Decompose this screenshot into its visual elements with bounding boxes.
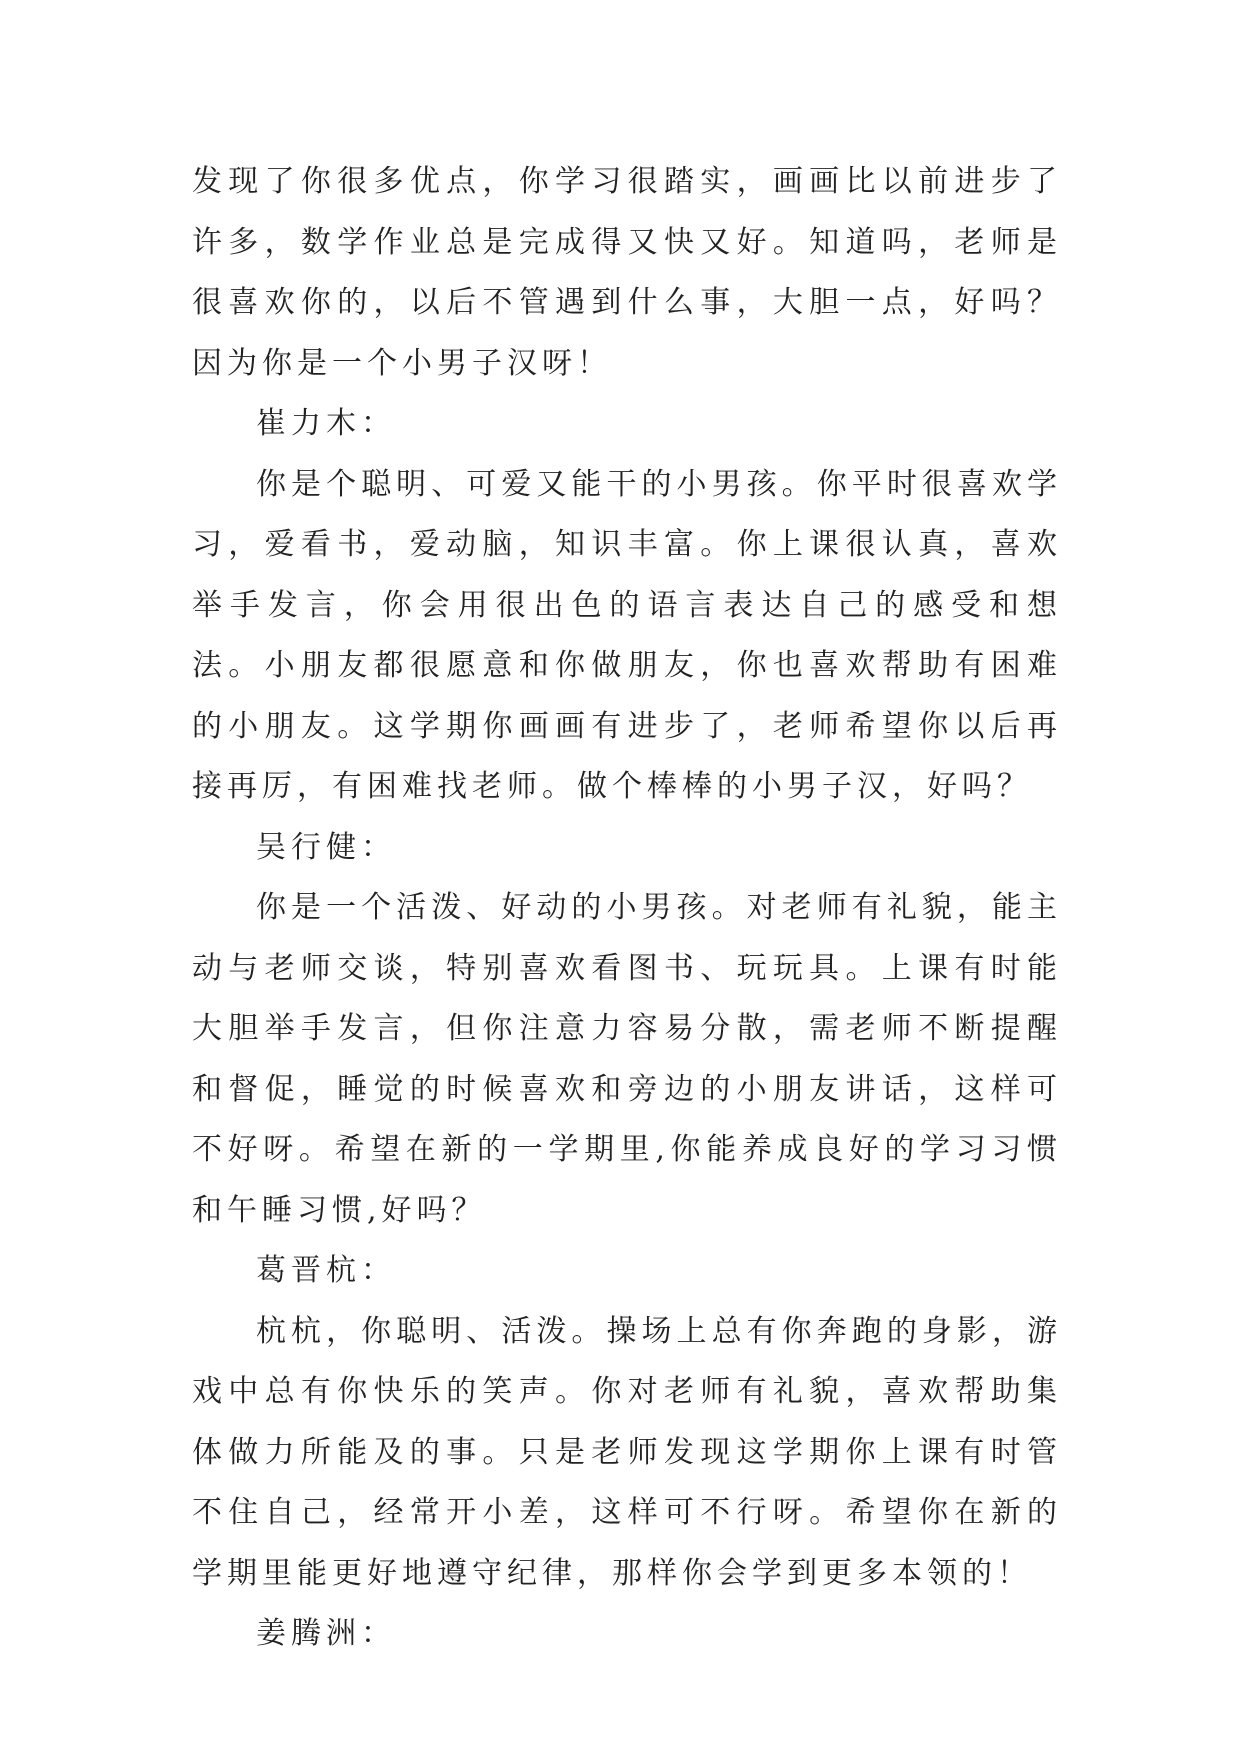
student-name-heading: 姜腾洲： bbox=[256, 1616, 396, 1651]
student-name-heading: 吴行健： bbox=[256, 829, 396, 865]
document-body bbox=[192, 152, 1062, 1665]
student-name-heading: 崔力木： bbox=[256, 406, 396, 441]
comment-paragraph: 发现了你很多优点，你学习很踏实，画画比以前进步了许多，数学作业总是完成得又快又好。知道吗，老师是很喜欢你的，以后不管遇到什么事，大胆一点，好吗？因为你是一个小男子汉呀！ bbox=[192, 164, 1062, 381]
comment-paragraph: 你是一个活泼、好动的小男孩。对老师有礼貌，能主动与老师交谈，特别喜欢看图书、玩玩具。上课有时能大胆举手发言，但你注意力容易分散，需老师不断提醒和督促，睡觉的时候喜欢和旁边的小朋友讲话，这样可不好呀。希望在新的一学期里,你能养成良好的学习习惯和午睡习惯,好吗？ bbox=[192, 890, 1062, 1228]
comment-paragraph: 杭杭，你聪明、活泼。操场上总有你奔跑的身影，游戏中总有你快乐的笑声。你对老师有礼貌，喜欢帮助集体做力所能及的事。只是老师发现这学期你上课有时管不住自己，经常开小差，这样可不行呀。希望你在新的学期里能更好地遵守纪律，那样你会学到更多本领的！ bbox=[192, 1313, 1062, 1591]
comment-paragraph: 你是个聪明、可爱又能干的小男孩。你平时很喜欢学习，爱看书，爱动脑，知识丰富。你上课很认真，喜欢举手发言，你会用很出色的语言表达自己的感受和想法。小朋友都很愿意和你做朋友，你也喜欢帮助有困难的小朋友。这学期你画画有进步了，老师希望你以后再接再厉，有困难找老师。做个棒棒的小男子汉，好吗？ bbox=[192, 466, 1062, 804]
student-name-heading: 葛晋杭： bbox=[256, 1253, 396, 1288]
